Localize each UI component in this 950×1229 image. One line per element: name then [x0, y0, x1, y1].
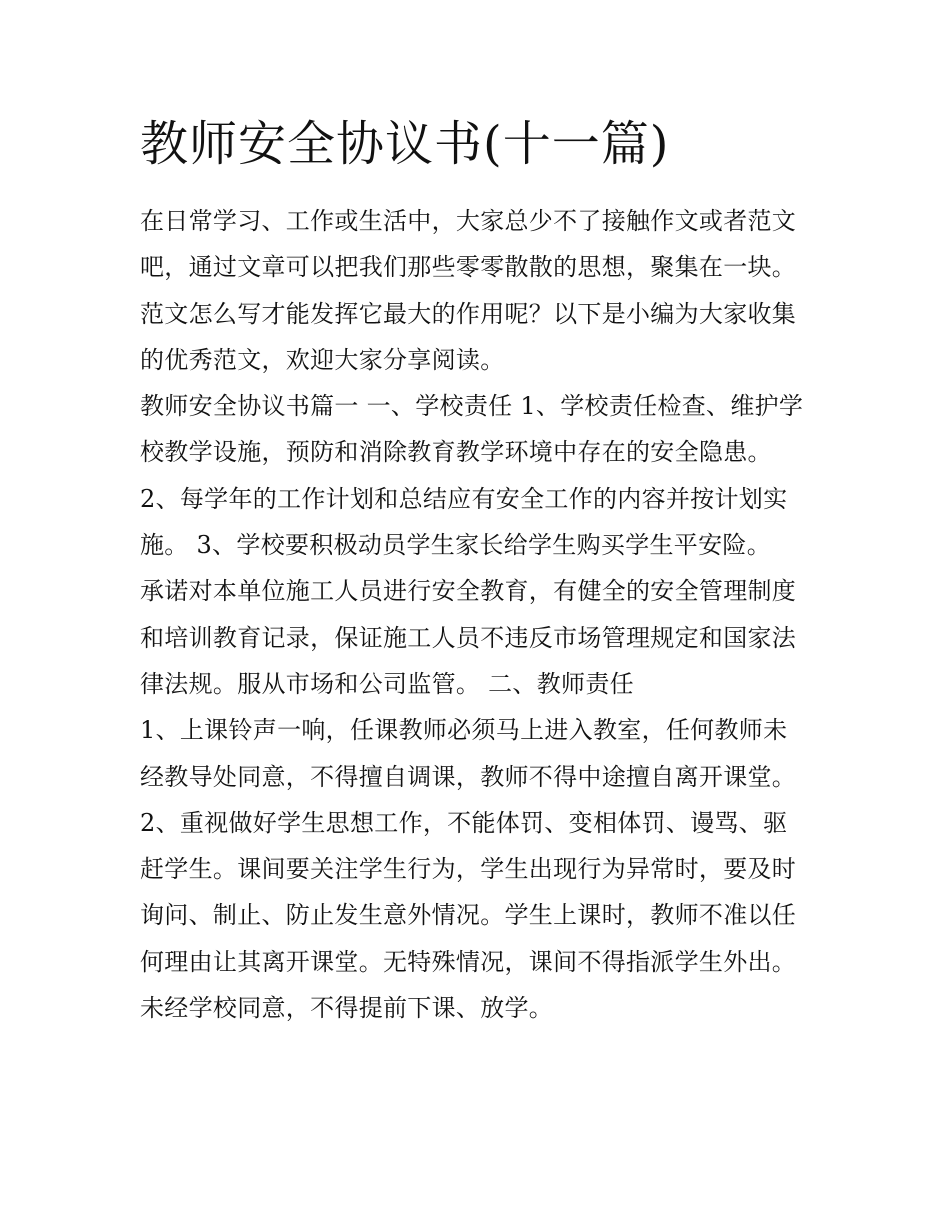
text-line: 未经学校同意，不得提前下课、放学。 — [140, 994, 554, 1023]
text-line: 2、每学年的工作计划和总结应有安全工作的内容并按计划实 — [140, 484, 788, 513]
text-line: 赶学生。课间要关注学生行为，学生出现行为异常时，要及时 — [140, 855, 797, 884]
text-line: 教师安全协议书篇一 一、学校责任 1、学校责任检查、维护学 — [140, 392, 804, 421]
text-line: 在日常学习、工作或生活中，大家总少不了接触作文或者范文 — [140, 207, 797, 235]
text-line: 经教导处同意，不得擅自调课，教师不得中途擅自离开课堂。 — [140, 762, 797, 791]
text-line: 询问、制止、防止发生意外情况。学生上课时，教师不准以任 — [140, 901, 797, 930]
text-line: 的优秀范文，欢迎大家分享阅读。 — [140, 345, 505, 374]
text-line: 范文怎么写才能发挥它最大的作用呢？以下是小编为大家收集 — [140, 299, 797, 328]
text-line: 1、上课铃声一响，任课教师必须马上进入教室，任何教师未 — [140, 716, 788, 745]
text-line: 律法规。服从市场和公司监管。 二、教师责任 — [140, 669, 634, 698]
text-line: 和培训教育记录，保证施工人员不违反市场管理规定和国家法 — [140, 623, 797, 652]
text-line: 施。 3、学校要积极动员学生家长给学生购买学生平安险。 — [140, 531, 771, 560]
text-line: 何理由让其离开课堂。无特殊情况，课间不得指派学生外出。 — [140, 947, 797, 976]
text-line: 吧，通过文章可以把我们那些零零散散的思想，聚集在一块。 — [140, 253, 797, 282]
text-line: 校教学设施，预防和消除教育教学环境中存在的安全隐患。 — [140, 438, 772, 467]
text-line: 承诺对本单位施工人员进行安全教育，有健全的安全管理制度 — [140, 577, 797, 606]
document-body — [140, 198, 820, 1031]
page-title: 教师安全协议书(十一篇) — [140, 116, 670, 172]
text-line: 2、重视做好学生思想工作，不能体罚、变相体罚、谩骂、驱 — [140, 808, 788, 837]
